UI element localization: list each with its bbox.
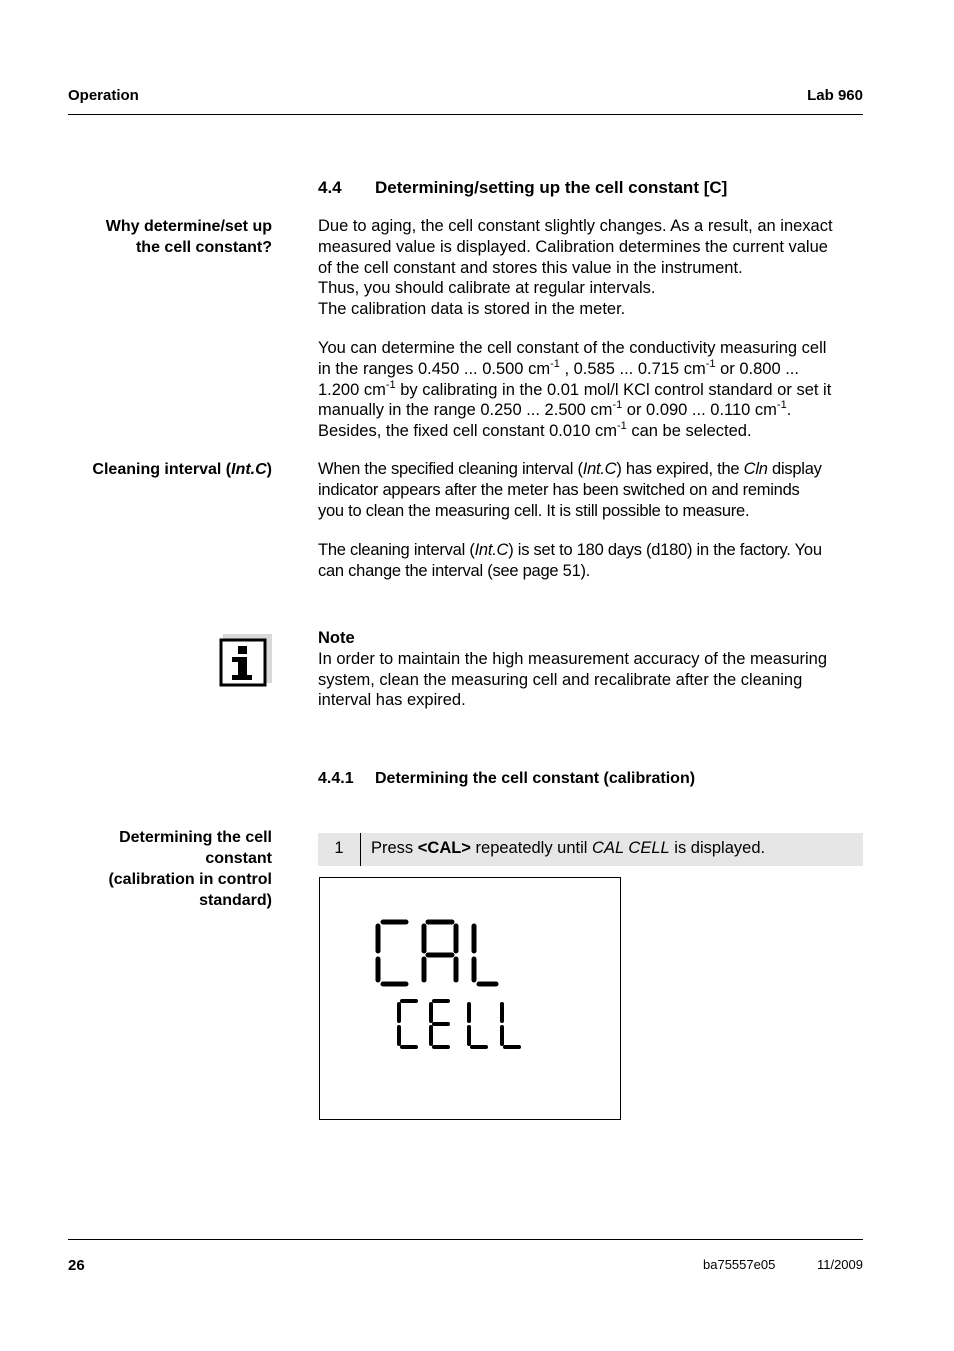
ranges-text: 1.200 cm [318, 380, 386, 399]
header-right: Lab 960 [807, 87, 863, 104]
note-line: system, clean the measuring cell and recalibrate after the cleaning [318, 670, 803, 689]
ranges-line [318, 359, 863, 380]
ranges-line [318, 400, 863, 421]
lcd-segments [320, 878, 620, 1119]
header-left: Operation [68, 87, 139, 104]
subsection-number: 4.4.1 [318, 770, 354, 787]
cleaning-text: display [767, 460, 822, 478]
ranges-text: . [786, 401, 792, 420]
cleaning-code: Int.C [582, 460, 617, 478]
cln-indicator-text: Cln [743, 460, 768, 478]
note-title: Note [318, 629, 355, 647]
superscript: -1 [705, 357, 716, 370]
cleaning-line: indicator appears after the meter has been switched on and reminds [318, 480, 800, 499]
ranges-line [318, 338, 863, 359]
superscript: -1 [776, 399, 787, 412]
section-number: 4.4 [318, 178, 342, 197]
side-why-line2: the cell constant? [135, 239, 272, 256]
side-heading-determining [42, 827, 272, 911]
document-date: 11/2009 [816, 1257, 863, 1272]
step-number: 1 [318, 833, 361, 866]
cleaning-close: ) [266, 461, 272, 478]
document-id: ba75557e05 [703, 1257, 776, 1272]
cleaning-code: Int.C [231, 461, 267, 478]
side-why-line1: Why determine/set up [105, 218, 272, 235]
cleaning-code: Int.C [474, 541, 509, 559]
lcd-display [319, 877, 621, 1120]
ranges-text: can be selected. [626, 422, 752, 441]
side-det-line: constant [205, 850, 272, 867]
ranges-text: , 0.585 ... 0.715 cm [559, 359, 706, 378]
cleaning-text: ) has expired, the [616, 460, 744, 478]
lcd-line2-cell [399, 1001, 519, 1047]
why-paragraph-2 [318, 338, 863, 442]
why-line: The calibration data is stored in the meter. [318, 300, 626, 319]
ranges-line [318, 421, 863, 442]
why-line: measured value is displayed. Calibration determines the current value [318, 237, 828, 256]
cleaning-text: The cleaning interval ( [318, 541, 475, 559]
superscript: -1 [550, 357, 560, 370]
cleaning-line [318, 540, 863, 561]
superscript: -1 [617, 420, 627, 433]
side-det-line: (calibration in control [108, 871, 272, 888]
cleaning-paragraph-2 [318, 540, 863, 582]
cleaning-label: Cleaning interval ( [92, 461, 232, 478]
page-number: 26 [68, 1257, 85, 1274]
ranges-text: or 0.800 ... [715, 359, 799, 378]
side-heading-cleaning [42, 459, 272, 480]
cleaning-line: can change the interval (see page 51). [318, 561, 591, 580]
why-line: Thus, you should calibrate at regular intervals. [318, 279, 656, 298]
step-text [371, 833, 765, 864]
cleaning-text: When the specified cleaning interval ( [318, 460, 583, 478]
ranges-text: by calibrating in the 0.01 mol/l KCl control standard or set it [395, 380, 832, 399]
ranges-text: or 0.090 ... 0.110 cm [622, 401, 777, 420]
step-pre: Press [371, 839, 418, 857]
note-block [318, 628, 863, 711]
info-icon [219, 634, 272, 687]
superscript: -1 [385, 378, 396, 391]
side-det-line: standard) [199, 892, 272, 909]
note-line: In order to maintain the high measurement accuracy of the measuring [318, 649, 828, 668]
cleaning-text: ) is set to 180 days (d180) in the factory. You [508, 541, 822, 559]
cleaning-paragraph-1 [318, 459, 863, 521]
step-row [318, 833, 863, 866]
step-post: is displayed. [669, 839, 766, 857]
cal-key-text: <CAL> [417, 839, 471, 857]
side-heading-why [42, 216, 272, 258]
lcd-line1-cal [378, 922, 496, 984]
why-line: of the cell constant and stores this value in the instrument. [318, 258, 743, 277]
ranges-text: in the ranges 0.450 ... 0.500 cm [318, 359, 551, 378]
footer-rule [68, 1239, 863, 1240]
note-line: interval has expired. [318, 691, 466, 710]
cal-cell-text: CAL CELL [592, 839, 670, 857]
ranges-line [318, 380, 863, 401]
step-mid: repeatedly until [470, 839, 593, 857]
ranges-text: manually in the range 0.250 ... 2.500 cm [318, 401, 613, 420]
header-rule [68, 114, 863, 115]
ranges-text: You can determine the cell constant of the conductivity measuring cell [318, 339, 827, 357]
why-paragraph-1 [318, 216, 863, 320]
subsection-title: Determining the cell constant (calibration) [375, 770, 696, 787]
section-title: Determining/setting up the cell constant [C] [375, 178, 728, 197]
why-line: Due to aging, the cell constant slightly changes. As a result, an inexact [318, 217, 833, 235]
side-det-line: Determining the cell [119, 829, 272, 846]
cleaning-line: you to clean the measuring cell. It is still possible to measure. [318, 501, 750, 520]
ranges-text: Besides, the fixed cell constant 0.010 cm [318, 422, 617, 441]
superscript: -1 [612, 399, 623, 412]
cleaning-line [318, 459, 863, 480]
